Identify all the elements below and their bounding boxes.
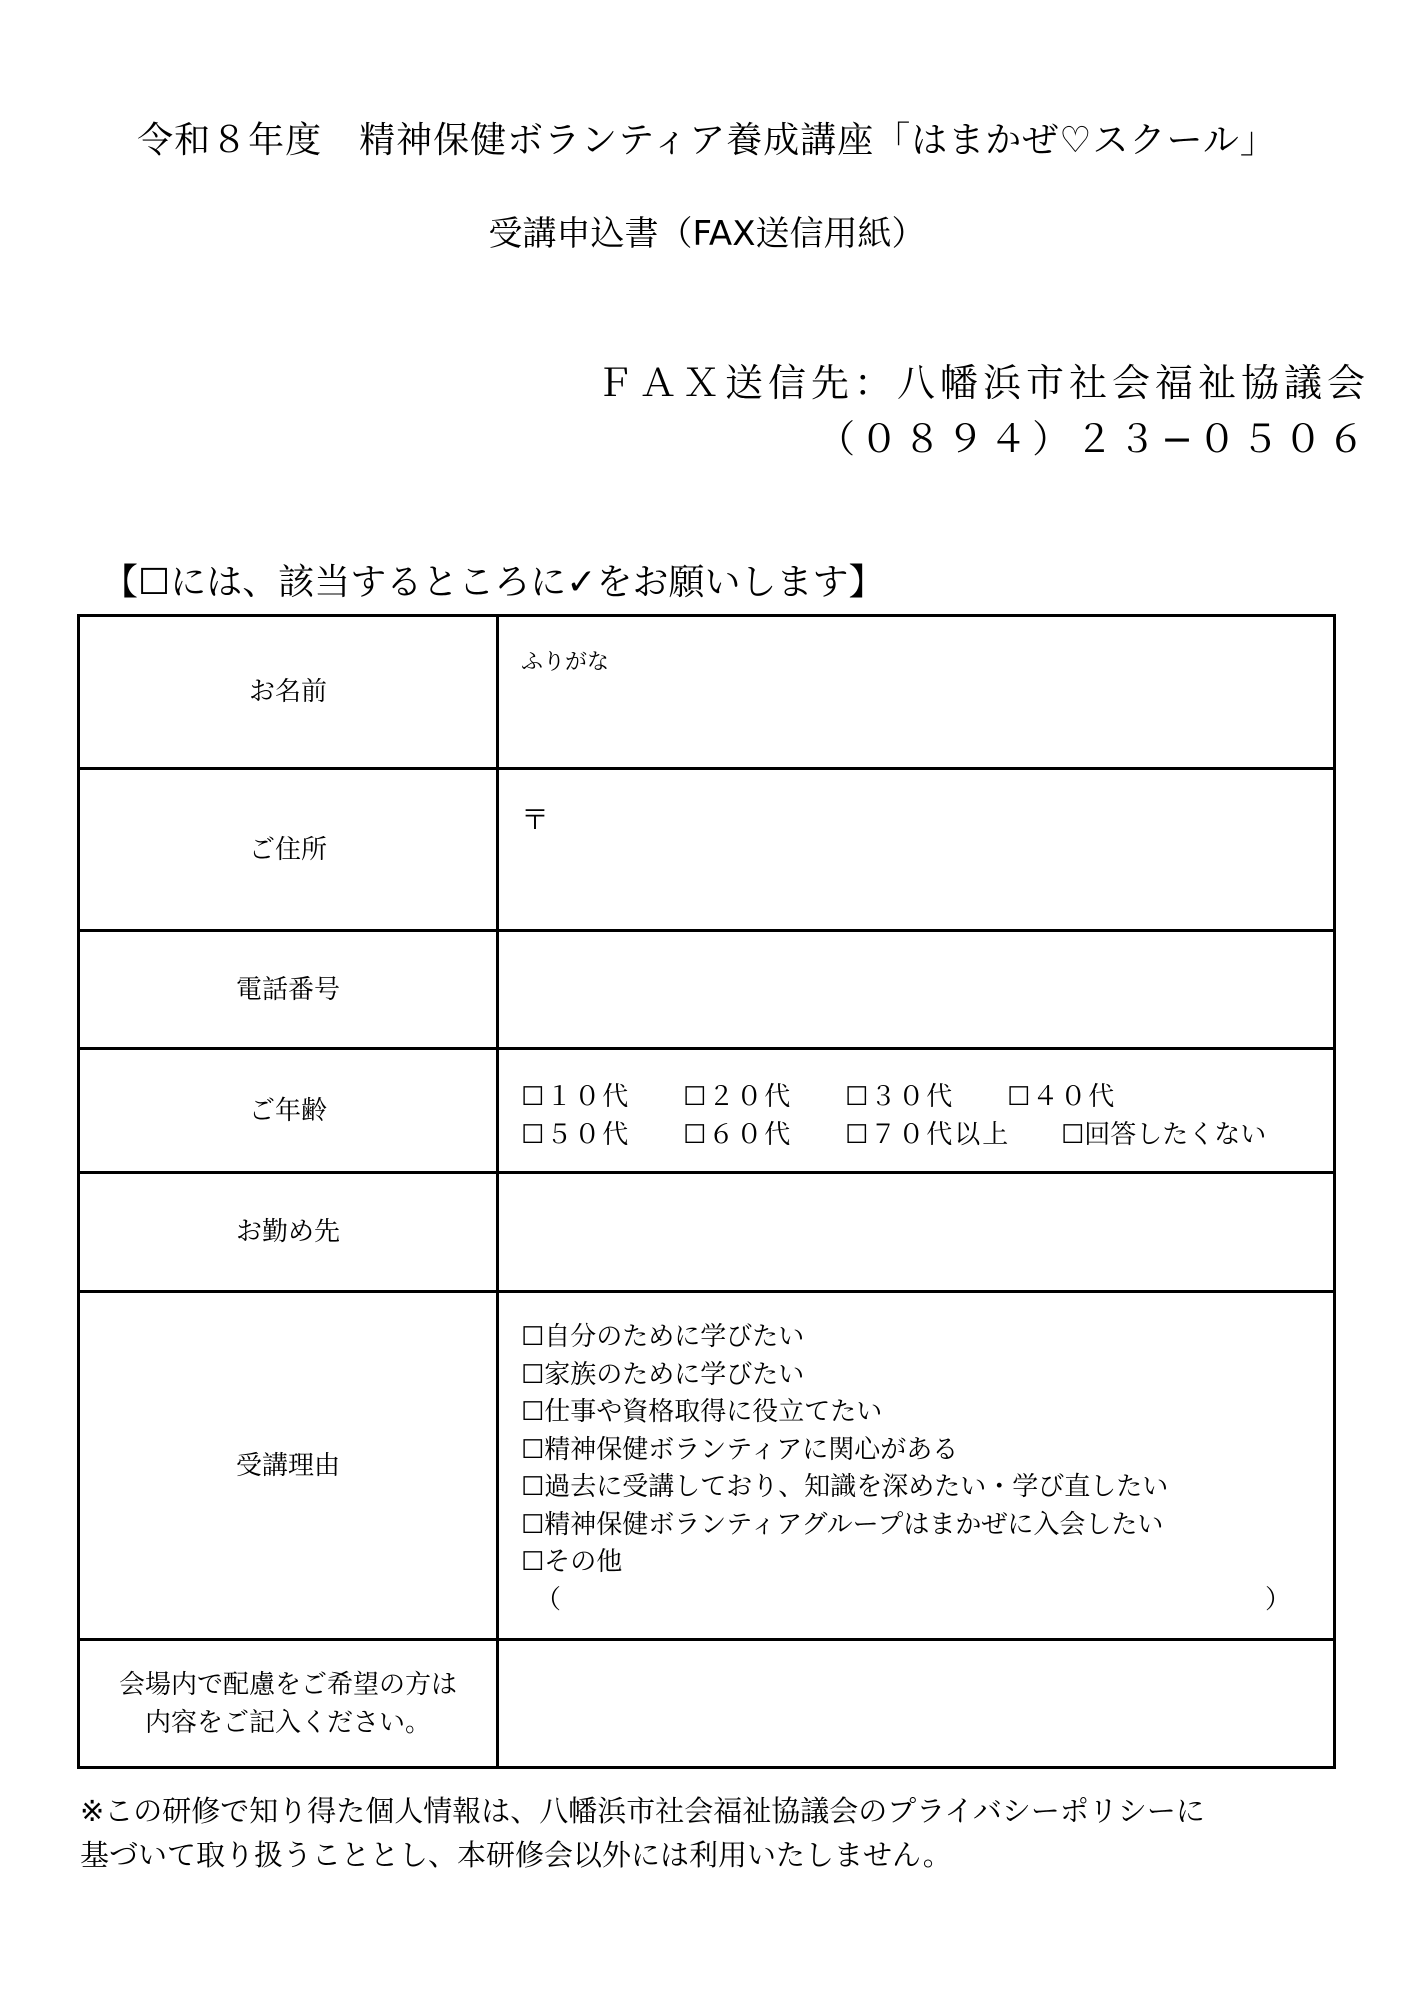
phone-field[interactable] xyxy=(498,931,1335,1049)
consideration-label-line2: 内容をご記入ください。 xyxy=(144,1707,431,1738)
form-row-address xyxy=(79,769,1335,931)
name-field[interactable] xyxy=(498,616,1335,769)
application-form-table xyxy=(77,614,1336,1769)
consideration-label-line1: 会場内で配慮をご希望の方は xyxy=(118,1669,457,1700)
reason-option-work[interactable]: ☐仕事や資格取得に役立てたい xyxy=(521,1397,883,1427)
reason-option-relearn[interactable]: ☐過去に受講しており、知識を深めたい・学び直したい xyxy=(521,1472,1169,1502)
name-label: お名前 xyxy=(79,616,498,769)
reason-option-self[interactable]: ☐自分のために学びたい xyxy=(521,1322,805,1352)
address-field[interactable] xyxy=(498,769,1335,931)
fax-destination xyxy=(596,355,1370,467)
age-field xyxy=(498,1049,1335,1173)
age-option-70s-plus[interactable]: ☐７０代以上 xyxy=(845,1120,1011,1150)
reason-field xyxy=(498,1292,1335,1640)
other-reason-input[interactable] xyxy=(521,1582,1291,1619)
age-option-40s[interactable]: ☐４０代 xyxy=(1007,1082,1117,1112)
form-row-age xyxy=(79,1049,1335,1173)
workplace-label: お勤め先 xyxy=(79,1173,498,1292)
workplace-field[interactable] xyxy=(498,1173,1335,1292)
age-label: ご年齢 xyxy=(79,1049,498,1173)
reason-option-family[interactable]: ☐家族のために学びたい xyxy=(521,1359,805,1390)
form-row-reason xyxy=(79,1292,1335,1640)
privacy-notice-line1: ※この研修で知り得た個人情報は、八幡浜市社会福祉協議会のプライバシーポリシーに xyxy=(80,1794,1205,1828)
consideration-label xyxy=(79,1640,498,1768)
age-option-30s[interactable]: ☐３０代 xyxy=(845,1082,955,1112)
privacy-notice-line2: 基づいて取り扱うこととし、本研修会以外には利用いたしません。 xyxy=(80,1838,952,1872)
page-title: 令和８年度 精神保健ボランティア養成講座「はまかぜ♡スクール」 xyxy=(137,120,1277,161)
form-row-phone xyxy=(79,931,1335,1049)
reason-option-join-group[interactable]: ☐精神保健ボランティアグループはまかぜに入会したい xyxy=(521,1509,1164,1540)
age-option-no-answer[interactable]: ☐回答したくない xyxy=(1061,1120,1267,1150)
page-subtitle: 受講申込書（FAX送信用紙） xyxy=(488,214,926,254)
form-row-consideration xyxy=(79,1640,1335,1768)
age-option-60s[interactable]: ☐６０代 xyxy=(683,1120,793,1150)
checkbox-instruction: 【☐には、該当するところに✓をお願いします】 xyxy=(102,562,885,603)
age-options xyxy=(521,1076,1321,1156)
privacy-notice xyxy=(80,1789,1205,1877)
phone-label: 電話番号 xyxy=(79,931,498,1049)
reason-label: 受講理由 xyxy=(79,1292,498,1640)
age-option-10s[interactable]: ☐１０代 xyxy=(521,1082,631,1112)
consideration-field[interactable] xyxy=(498,1640,1335,1768)
reason-options xyxy=(521,1319,1291,1619)
postal-mark: 〒 xyxy=(521,803,550,836)
other-paren-close: ） xyxy=(1264,1584,1291,1615)
age-option-50s[interactable]: ☐５０代 xyxy=(521,1120,631,1150)
form-row-name xyxy=(79,616,1335,769)
address-label: ご住所 xyxy=(79,769,498,931)
furigana-label: ふりがな xyxy=(521,650,610,675)
reason-option-other[interactable]: ☐その他 xyxy=(521,1547,623,1577)
fax-destination-name: ＦＡＸ送信先：八幡浜市社会福祉協議会 xyxy=(595,361,1370,405)
age-option-20s[interactable]: ☐２０代 xyxy=(683,1082,793,1112)
reason-option-interest[interactable]: ☐精神保健ボランティアに関心がある xyxy=(521,1434,959,1465)
form-row-workplace xyxy=(79,1173,1335,1292)
fax-number: （０８９４）２３−０５０６ xyxy=(817,417,1370,461)
other-paren-open: （ xyxy=(535,1584,562,1615)
